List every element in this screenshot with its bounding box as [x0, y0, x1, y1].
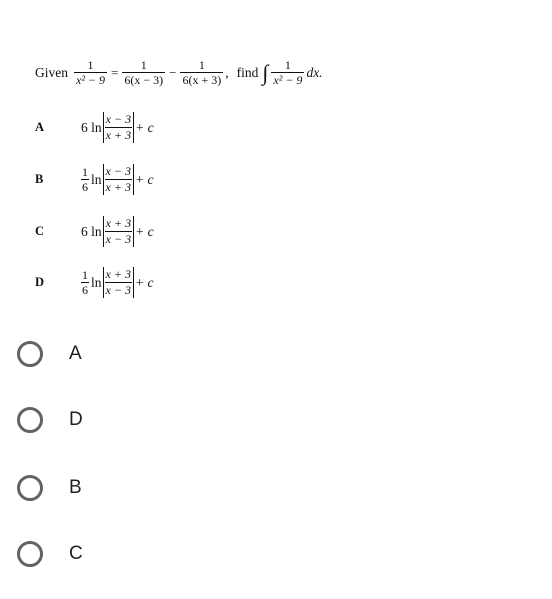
one-sixth: $\frac{1}{6}$	[82, 165, 88, 194]
choice-d[interactable]	[17, 407, 83, 433]
option-letter: D	[35, 275, 45, 289]
choice-c[interactable]	[17, 541, 83, 567]
plus-c: + c	[135, 223, 154, 239]
dx-label: dx.	[306, 64, 323, 80]
option-letter: C	[35, 224, 45, 238]
fraction-1-over-x2-9: $\frac{1}{\text{x² − 9}}$	[76, 58, 106, 87]
abs-fraction: $\frac{x + 3}{x - 3}$	[103, 267, 134, 298]
option-letter: B	[35, 172, 44, 186]
fraction-partial-2: $\frac{1}{6(x + 3)}$	[182, 58, 222, 87]
integral-sign: ∫	[262, 59, 269, 85]
question-stem	[35, 58, 535, 108]
radio-button-icon[interactable]	[17, 475, 43, 501]
equals-sign: =	[111, 64, 119, 80]
option-b-row	[35, 164, 153, 195]
fraction-partial-1: $\frac{1}{6(x - 3)}$	[124, 58, 164, 87]
option-letter: A	[35, 120, 45, 134]
choice-a[interactable]	[17, 341, 82, 367]
radio-button-icon[interactable]	[17, 341, 43, 367]
one-sixth: $\frac{1}{6}$	[82, 268, 88, 297]
choice-label: B	[69, 477, 82, 498]
radio-button-icon[interactable]	[17, 541, 43, 567]
ln-label: ln	[91, 274, 102, 290]
choice-b[interactable]	[17, 475, 82, 501]
radio-button-icon[interactable]	[17, 407, 43, 433]
option-a-expression	[81, 112, 154, 143]
plus-c: + c	[134, 274, 154, 290]
choice-label: D	[69, 409, 83, 430]
option-d-expression	[81, 267, 153, 298]
ln-label: ln	[91, 171, 102, 187]
plus-c: + c	[134, 171, 154, 187]
coef-ln: 6 ln	[81, 223, 102, 239]
option-d-row	[35, 267, 153, 298]
coef-ln: 6 ln	[81, 119, 102, 135]
comma: ,	[225, 64, 229, 80]
given-label: Given	[35, 64, 68, 80]
option-c-row	[35, 216, 154, 247]
minus-sign: −	[169, 64, 177, 80]
choice-label: A	[69, 343, 82, 364]
find-label: find	[236, 64, 259, 80]
abs-fraction: $\frac{x + 3}{x - 3}$	[103, 216, 134, 247]
option-a-row	[35, 112, 154, 143]
choice-label: C	[69, 543, 83, 564]
abs-fraction: $\frac{x - 3}{x + 3}$	[103, 112, 134, 143]
abs-fraction: $\frac{x - 3}{x + 3}$	[103, 164, 134, 195]
integrand-fraction: $\frac{1}{\text{x² − 9}}$	[273, 58, 303, 87]
plus-c: + c	[135, 119, 154, 135]
option-c-expression	[81, 216, 154, 247]
option-b-expression	[81, 164, 153, 195]
